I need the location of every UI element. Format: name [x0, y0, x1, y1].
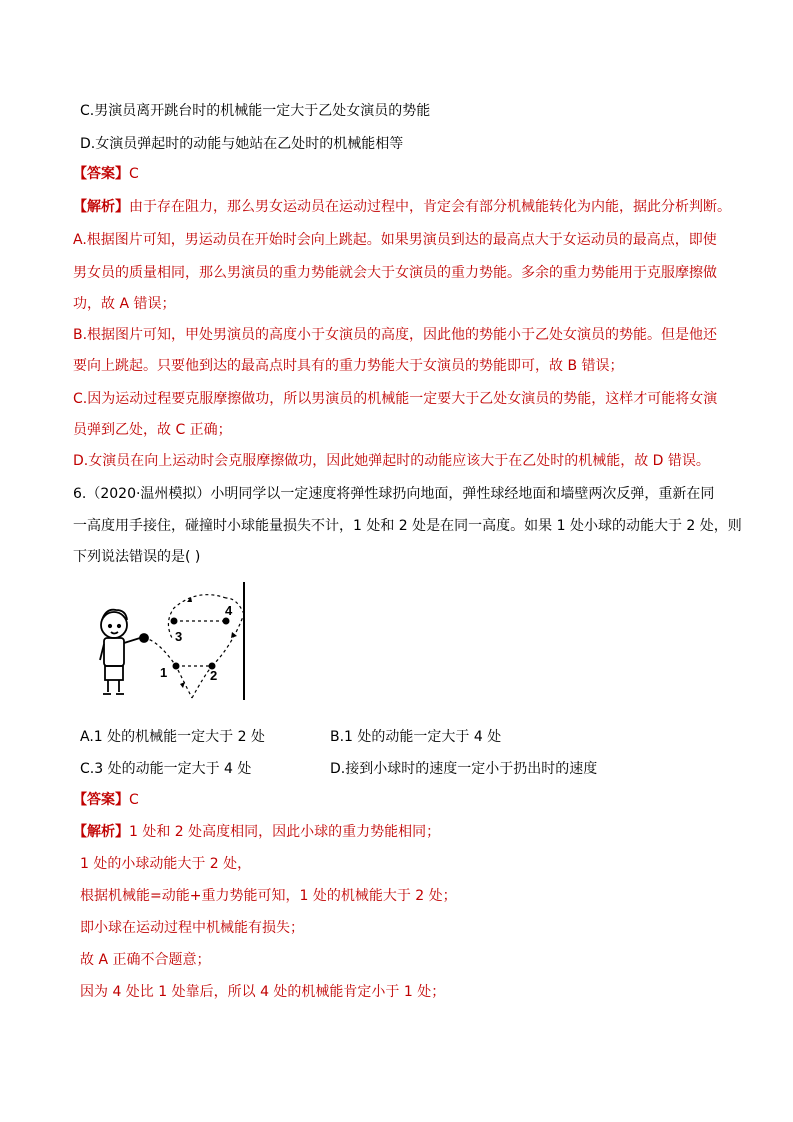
- analysis-tag: 【解析】: [73, 199, 129, 215]
- analysis-a-line1: A.根据图片可知，男运动员在开始时会向上跳起。如果男演员到达的最高点大于女运动员的最高点，即使: [73, 232, 717, 248]
- option-b: B.1 处的动能一定大于 4 处: [330, 729, 502, 745]
- analysis-b-line2: 要向上跳起。只要他到达的最高点时具有的重力势能大于女演员的势能即可，故 B 错误；: [73, 358, 624, 374]
- analysis-2-step3: 即小球在运动过程中机械能有损失；: [80, 920, 304, 936]
- label-3: 3: [175, 629, 183, 644]
- analysis-a-line3: 功，故 A 错误；: [73, 296, 176, 312]
- analysis-c-line2: 员弹到乙处，故 C 正确；: [73, 422, 232, 438]
- option-a: A.1 处的机械能一定大于 2 处: [80, 729, 265, 745]
- label-4: 4: [225, 603, 233, 618]
- option-d: D.接到小球时的速度一定小于扔出时的速度: [330, 761, 598, 777]
- analysis-d-line1: D.女演员在向上运动时会克服摩擦做功，因此她弹起时的动能应该大于在乙处时的机械能，故 D 错误。: [73, 453, 710, 469]
- analysis-2-step5: 因为 4 处比 1 处靠后，所以 4 处的机械能肯定小于 1 处；: [80, 984, 446, 1000]
- analysis-b-line1: B.根据图片可知，甲处男演员的高度小于女演员的高度，因此他的势能小于乙处女演员的势能。但是他还: [73, 327, 718, 343]
- answer-2: [73, 790, 139, 810]
- question-6-line1: 6.（2020·温州模拟）小明同学以一定速度将弹性球扔向地面，弹性球经地面和墙壁两次反弹，重新在同: [73, 486, 715, 502]
- answer-1: [73, 164, 139, 184]
- bouncing-ball-figure: [92, 580, 250, 702]
- answer-value: C: [129, 166, 139, 182]
- ball-4: [223, 618, 230, 625]
- analysis-c-line1: C.因为运动过程要克服摩擦做功，所以男演员的机械能一定要大于乙处女演员的势能，这样才可能将女演: [73, 391, 718, 407]
- analysis-1: [73, 197, 731, 217]
- ball-1: [173, 663, 180, 670]
- analysis-2-step4: 故 A 正确不合题意；: [80, 952, 211, 968]
- ball-3: [171, 618, 178, 625]
- analysis-a-line2: 男女员的质量相同，那么男演员的重力势能就会大于女演员的重力势能。多余的重力势能用于克服摩擦做: [73, 265, 717, 281]
- answer-tag: 【答案】: [73, 792, 129, 808]
- option-d-previous: D.女演员弹起时的动能与她站在乙处时的机械能相等: [80, 136, 404, 152]
- analysis-tag: 【解析】: [73, 824, 129, 840]
- answer-value: C: [129, 792, 139, 808]
- answer-tag: 【答案】: [73, 166, 129, 182]
- option-c-previous: C.男演员离开跳台时的机械能一定大于乙处女演员的势能: [80, 103, 431, 119]
- boy-figure: [100, 610, 148, 694]
- analysis-2: [73, 822, 440, 842]
- label-2: 2: [210, 668, 218, 683]
- label-1: 1: [160, 665, 168, 680]
- question-6-line2: 一高度用手接住，碰撞时小球能量损失不计，1 处和 2 处是在同一高度。如果 1 处小球的动能大于 2 处，则: [73, 518, 742, 534]
- analysis-2-step1: 1 处的小球动能大于 2 处，: [80, 856, 252, 872]
- analysis-text: 1 处和 2 处高度相同，因此小球的重力势能相同；: [129, 824, 441, 840]
- option-c: C.3 处的动能一定大于 4 处: [80, 761, 252, 777]
- analysis-2-step2: 根据机械能=动能+重力势能可知，1 处的机械能大于 2 处；: [80, 888, 457, 904]
- question-6-line3: 下列说法错误的是( ): [73, 549, 201, 565]
- analysis-text: 由于存在阻力，那么男女运动员在运动过程中，肯定会有部分机械能转化为内能，据此分析判断。: [129, 199, 731, 215]
